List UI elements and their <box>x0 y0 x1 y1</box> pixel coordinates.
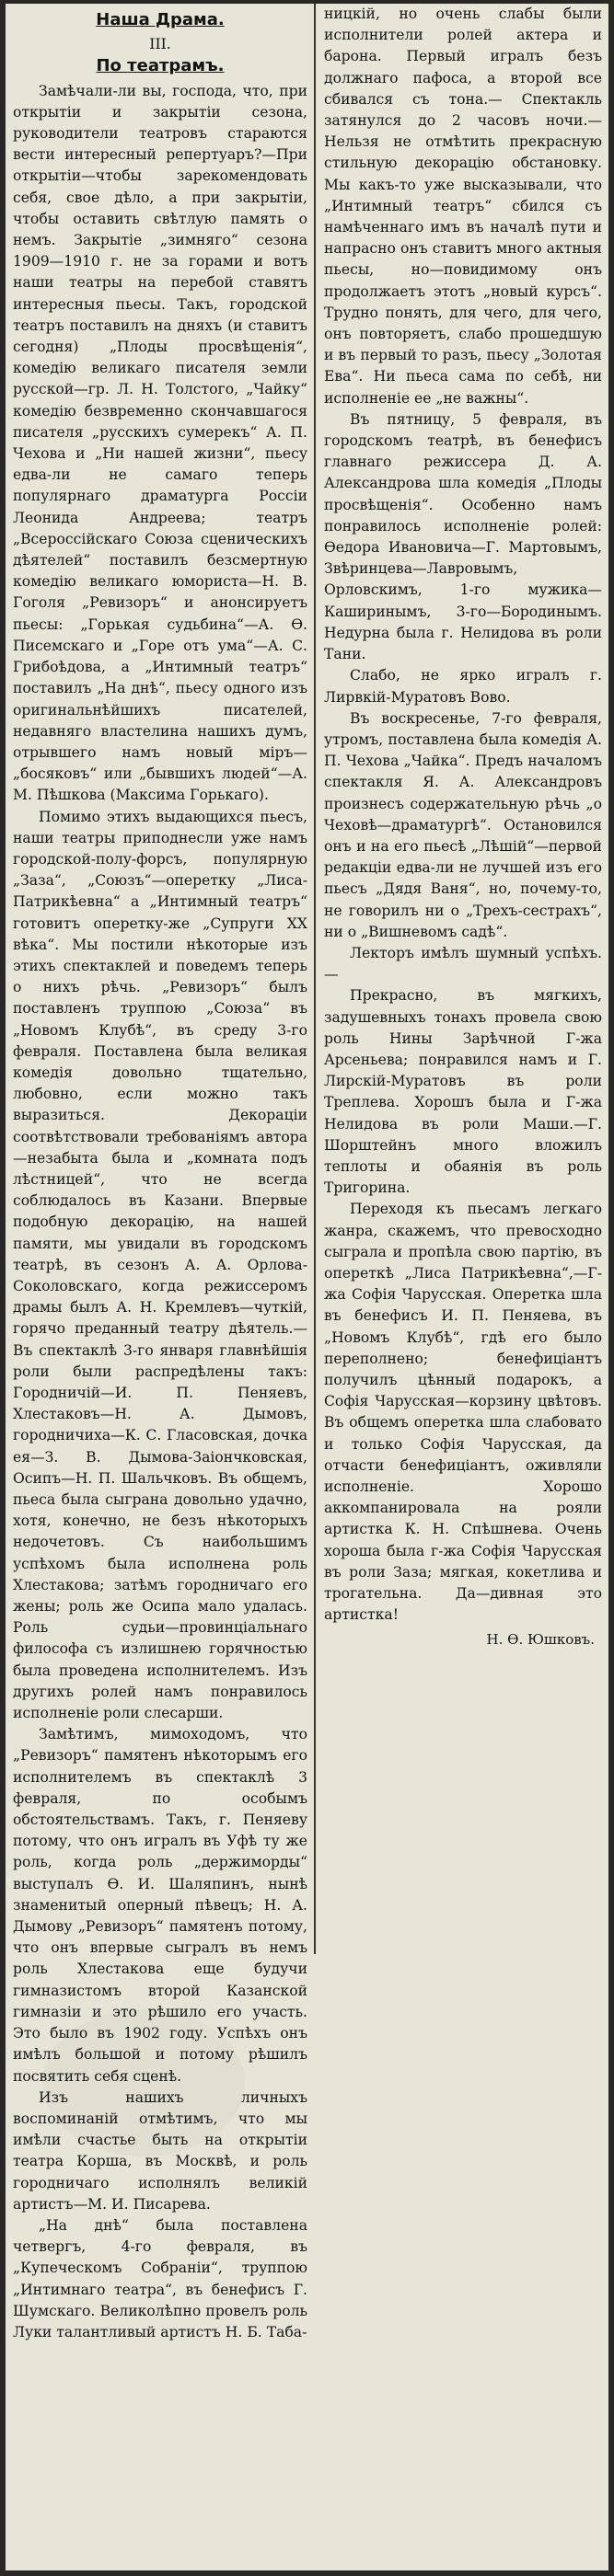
author-signature: Н. Ѳ. Юшковъ. <box>486 1631 595 1649</box>
section-number: III. <box>149 36 171 53</box>
paragraph: Въ воскресенье, 7-го февраля, утромъ, поставлена была комедія А. П. Чехова „Чайка“. Предъ началомъ спектакля Я. А. Александровъ произнесъ содержательную рѣчь „о Чеховѣ—драматургѣ“. Остановился онъ и на его пьесѣ „Лѣшій“—первой редакціи едва-ли не лучшей изъ его пьесъ „Дядя Ваня“, но, почему-то, не говорилъ ни о „Трехъ-сестрахъ“, ни о „Вишневомъ садѣ“. <box>324 709 602 940</box>
paragraph: Замѣчали-ли вы, господа, что, при открытіи и закрытіи сезона, руководители театровъ стараются вести интересный репертуаръ?—При открытіи—чтобы зарекомендовать себя, свое дѣло, а при закрытіи, чтобы оставить свѣтлую память о немъ. Закрытіе „зимняго“ сезона 1909—1910 г. не за горами и вотъ наши театры на перебой ставятъ интересныя пьесы. Такъ, городской театръ поставилъ на дняхъ (и ставитъ сегодня) „Плоды просвѣщенія“, комедію великаго писателя земли русской—гр. Л. Н. Толстого, „Чайку“ комедію безвременно скончавшагося писателя „русскихъ сумерекъ“ А. П. Чехова и „Ни нашей жизни“, пьесу едва-ли не самаго теперь популярнаго драматурга Россіи Леонида Андреева; театръ „Всероссійскаго Союза сценическихъ дѣятелей“ поставилъ безсмертную комедію великаго юмориста—Н. В. Гоголя „Ревизоръ“ и анонсируетъ пьесы: „Горькая судьбина“—А. Ѳ. Писемскаго и „Горе отъ ума“—А. С. Грибоѣдова, а „Интимный театръ“ поставилъ „На днѣ“, пьесу одного изъ оригинальнѣйшихъ писателей, недавняго властелина нашихъ думъ, отрывшего намъ новый міръ—„босяковъ“ или „бывшихъ людей“—А. М. Пѣшкова (Максима Горькаго). <box>13 82 307 804</box>
paragraph: Въ пятницу, 5 февраля, въ городскомъ театрѣ, въ бенефисъ главнаго режиссера Д. А. Александрова шла комедія „Плоды просвѣщенія“. Особенно намъ понравилось исполненіе ролей: Ѳедора Ивановича—Г. Мартовымъ, Звѣринцева—Лавровымъ, Орловскимъ, 1-го мужика—Каширинымъ, 3-го—Бородинымъ. Недурна была г. Нелидова въ роли Тани. <box>324 410 602 663</box>
paragraph: Помимо этихъ выдающихся пьесъ, наши театры приподнесли уже намъ городской-полу-форсъ, популярную „Заза“, „Союзъ“—оперетку „Лиса-Патрикѣевна“ а „Интимный театръ“ готовитъ оперетку-же „Супруги XX вѣка“. Мы постили нѣкоторые изъ этихъ спектаклей и поведемъ теперь о нихъ рѣчь. „Ревизоръ“ былъ поставленъ труппою „Союза“ въ „Новомъ Клубѣ“, въ среду 3-го февраля. Поставлена была великая комедія довольно тщательно, любовно, если можно такъ выразиться. Декораціи соотвѣтствовали требованіямъ автора—незабыта была и „комната подъ лѣстницей“, что не всегда соблюдалось въ Казани. Впервые подобную декорацію, на нашей памяти, мы увидали въ городскомъ театрѣ, въ сезонъ А. А. Орлова-Соколовскаго, когда режиссеромъ драмы былъ А. Н. Кремлевъ—чуткій, горячо преданный театру дѣятель.— Въ спектаклѣ 3-го января главнѣйшія роли были распредѣлены такъ: Городничій—И. П. Пеняевъ, Хлестаковъ—Н. А. Дымовъ, городничиха—К. С. Гласовская, дочка ея—З. В. Дымова-Заіончковская, Осипъ—Н. П. Шальчковъ. Въ общемъ, пьеса была сыграна довольно удачно, хотя, конечно, не безъ нѣкоторыхъ недочетовъ. Съ наибольшимъ успѣхомъ была исполнена роль Хлестакова; затѣмъ городничаго его жены; роль же Осипа мало удалась. Роль судьи—провинціальнаго философа съ излишнею горячностью была проведена исполнителемъ. Изъ другихъ ролей намъ понравилось исполненіе роли слесарши. <box>13 808 307 1722</box>
paragraph: Прекрасно, въ мягкихъ, задушевныхъ тонахъ провела свою роль Нины Зарѣчной Г-жа Арсеньева; понравился намъ и Г. Лирскій-Муратовъ въ роли Треплева. Хорошъ была и Г-жа Нелидова въ роли Маши.—Г. Шорштейнъ много вложилъ теплоты и обаянія въ роль Тригорина. <box>324 987 602 1197</box>
paragraph: ницкій, но очень слабы были исполнители ролей актера и барона. Первый игралъ безъ должнаго пафоса, а второй все сбивался съ тона.— Спектакль затянулся до 2 часовъ ночи.— Нельзя не отмѣтить прекрасную стильную декорацію обстановку. Мы какъ-то уже высказывали, что „Интимный театръ“ сбился съ намѣченнаго имъ въ началѣ пути и напрасно онъ ставитъ много актныя пьесы, но—повидимому онъ продолжаетъ этотъ „новый курсъ“. Трудно понять, для чего, для чего, онъ повторяетъ, слабо прошедшую и въ первый то разъ, пьесу „Золотая Ева“. Ни пьеса сама по себѣ, ни исполненіе ее „не важны“. <box>324 6 602 407</box>
paragraph: „На днѣ“ была поставлена четвергъ, 4-го февраля, въ „Купеческомъ Собраніи“, труппою „Интимнаго театра“, въ бенефисъ Г. Шумскаго. Великолѣпно провелъ роль Луки талантливый артистъ Н. Б. Таба- <box>13 2216 307 2340</box>
article-subheading: По театрамъ. <box>96 56 225 76</box>
newspaper-clipping <box>6 4 608 2570</box>
paragraph: Лекторъ имѣлъ шумный успѣхъ.— <box>324 944 602 983</box>
rubric-title: Наша Драма. <box>96 10 225 29</box>
paragraph: Изъ нашихъ личныхъ воспоминаній отмѣтимъ, что мы имѣли счастье быть на открытіи театра Корша, въ Москвѣ, и роль городничаго исполнялъ великій артистъ—М. И. Писарева. <box>13 2088 307 2213</box>
left-column <box>13 4 307 2570</box>
paragraph: Слабо, не ярко игралъ г. Лирвкій-Муратовъ Вово. <box>324 667 602 706</box>
right-column <box>324 4 602 2570</box>
column-divider <box>314 4 316 1954</box>
paragraph: Замѣтимъ, мимоходомъ, что „Ревизоръ“ памятенъ нѣкоторымъ его исполнителемъ въ спектаклѣ 3 февраля, по особымъ обстоятельствамъ. Такъ, г. Пеняеву потому, что онъ игралъ въ Уфѣ ту же роль, когда роль „держиморды“ выступалъ Ѳ. И. Шаляпинъ, нынѣ знаменитый оперный пѣвецъ; Н. А. Дымову „Ревизоръ“ памятенъ потому, что онъ впервые сыгралъ въ немъ роль Хлестакова еще будучи гимназистомъ второй Казанской гимназіи и это рѣшило его участь. Это было въ 1902 году. Успѣхъ онъ имѣлъ большой и потому рѣшилъ посвятить себя сценѣ. <box>13 1726 307 2085</box>
paragraph: Переходя къ пьесамъ легкаго жанра, скажемъ, что превосходно сыграла и пропѣла свою партію, въ опереткѣ „Лиса Патрикѣевна“,—Г-жа Софія Чарусская. Оперетка шла въ бенефисъ И. П. Пеняева, въ „Новомъ Клубѣ“, гдѣ его было переполнено; бенефиціантъ получилъ цѣнный подарокъ, а Софія Чарусская—корзину цвѣтовъ. Въ общемъ оперетка шла слабовато и только Софія Чарусская, да отчасти бенефиціантъ, оживляли исполненіе. Хорошо аккомпанировала на рояли артистка К. Н. Спѣшнева. Очень хороша была г-жа Софія Чарусская въ роли Заза; мягкая, кокетлива и трогательна. Да—дивная это артистка! <box>324 1201 602 1624</box>
